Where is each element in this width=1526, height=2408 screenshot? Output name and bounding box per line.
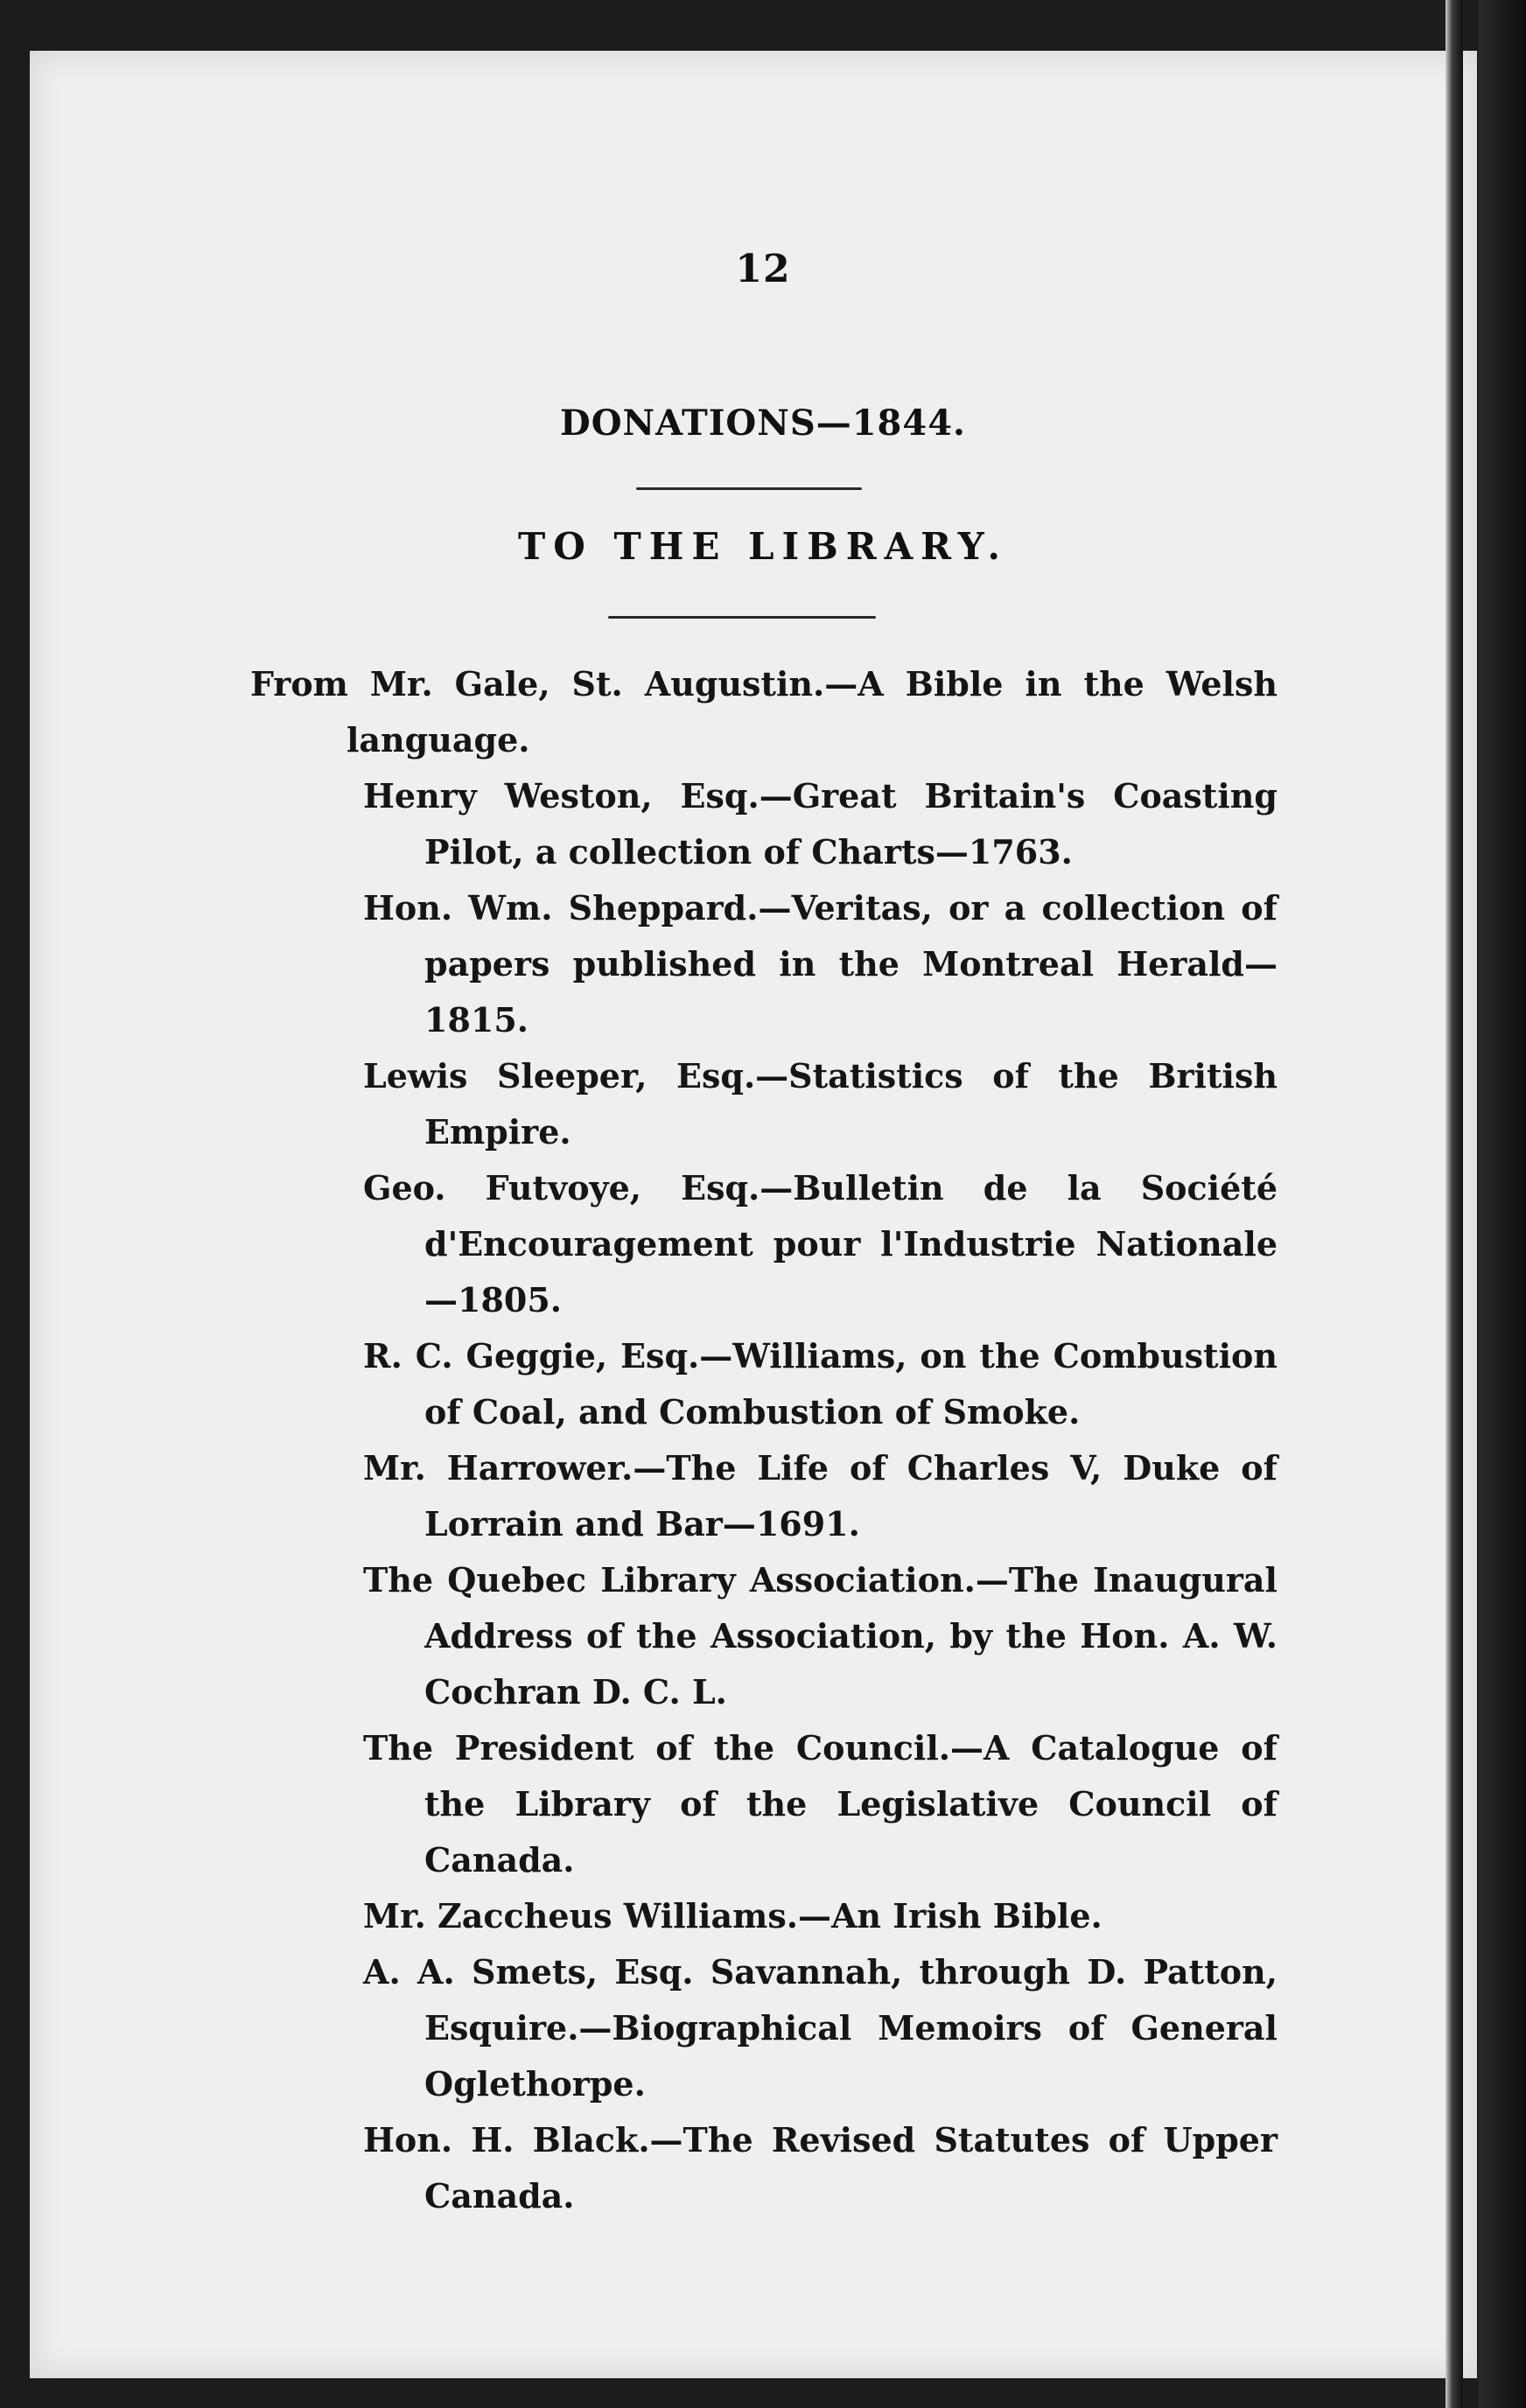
donation-entry: R. C. Geggie, Esq.—Williams, on the Combustion of Coal, and Combustion of Smoke. [363, 1336, 1278, 1432]
donation-entry: Henry Weston, Esq.—Great Britain's Coasting Pilot, a collection of Charts—1763. [363, 776, 1278, 872]
section-heading: TO THE LIBRARY. [517, 525, 1008, 568]
donation-entry: Geo. Futvoye, Esq.—Bulletin de la Société d'Encouragement pour l'Industrie Nationale—1805. [363, 1168, 1278, 1320]
donation-entry: The President of the Council.—A Catalogue of the Library of the Legislative Council of Canada. [363, 1728, 1278, 1880]
heading-rule [636, 487, 862, 490]
adjacent-page-strip [1479, 0, 1526, 2408]
donation-entry: Lewis Sleeper, Esq.—Statistics of the British Empire. [363, 1056, 1278, 1152]
page-heading: DONATIONS—1844. [560, 402, 966, 444]
donation-entry: Hon. Wm. Sheppard.—Veritas, or a collection of papers published in the Montreal Herald—1815. [363, 888, 1278, 1040]
donation-entry: Mr. Harrower.—The Life of Charles V, Duke of Lorrain and Bar—1691. [363, 1448, 1278, 1544]
donation-entry: A. A. Smets, Esq. Savannah, through D. Patton, Esquire.—Biographical Memoirs of General Oglethorpe. [363, 1952, 1278, 2104]
donation-entry: Hon. H. Black.—The Revised Statutes of Upper Canada. [363, 2120, 1278, 2216]
page-number: 12 [735, 247, 791, 291]
donation-list [250, 656, 1278, 2224]
donation-entry: Mr. Zaccheus Williams.—An Irish Bible. [363, 1896, 1102, 1936]
page-edge [1446, 0, 1463, 2408]
section-rule [608, 616, 876, 619]
donation-entry: From Mr. Gale, St. Augustin.—A Bible in the Welsh language. [250, 664, 1278, 760]
donation-entry: The Quebec Library Association.—The Inaugural Address of the Association, by the Hon. A. W. Cochran D. C. L. [363, 1560, 1278, 1712]
